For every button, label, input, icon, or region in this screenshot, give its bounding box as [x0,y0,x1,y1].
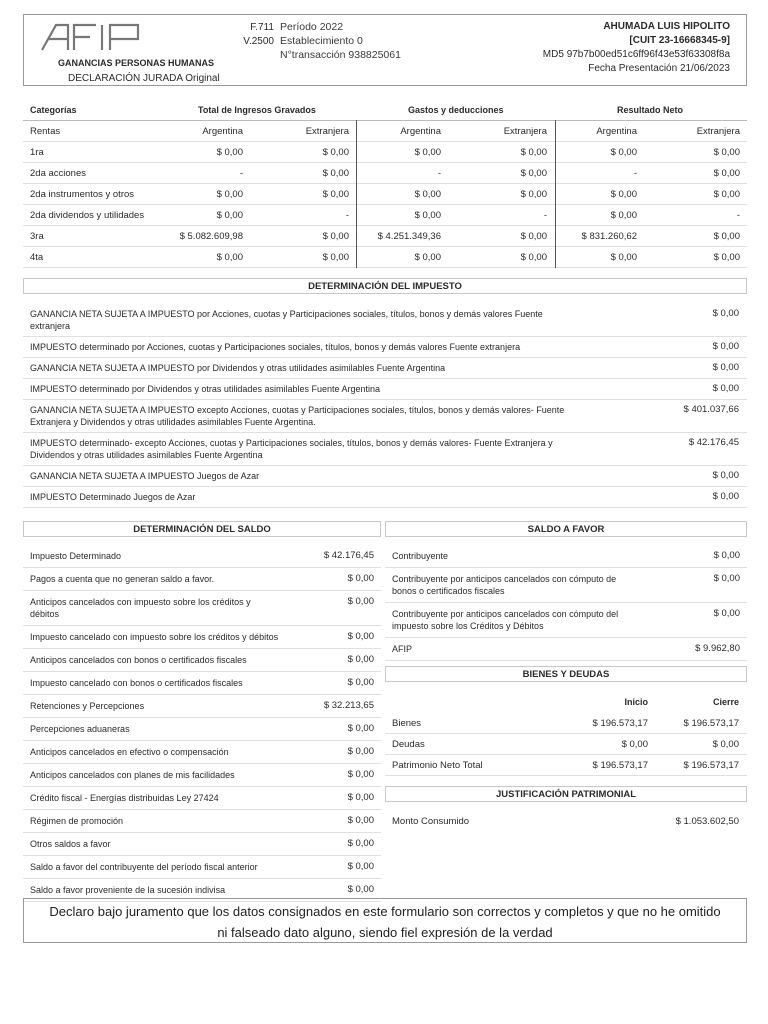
list-item [23,810,381,833]
table-header-row [23,100,747,121]
item-value: $ 0,00 [347,769,374,780]
item-value: $ 0,00 [347,654,374,665]
item-value: $ 0,00 [347,746,374,757]
column-divider [555,120,556,268]
col-gastos: Gastos y deducciones [408,105,504,115]
item-value: $ 0,00 [347,631,374,642]
list-item [23,568,381,591]
table-row [385,713,747,734]
list-item [23,379,747,400]
monto-consumido-value: $ 1.053.602,50 [675,816,739,827]
list-item [23,787,381,810]
saldo-list [23,545,381,902]
item-value: $ 0,00 [347,838,374,849]
item-label: Pagos a cuenta que no generan saldo a favor. [30,574,215,584]
cell-ra: $ 0,00 [610,210,637,221]
list-item [23,433,747,466]
item-value: $ 0,00 [347,573,374,584]
item-value: $ 0,00 [347,884,374,895]
list-item [23,695,381,718]
cell-re: $ 0,00 [713,231,740,242]
list-item [23,672,381,695]
bienes-table [385,692,747,776]
row-label: 2da dividendos y utilidades [30,210,145,221]
row-label: 1ra [30,147,44,158]
cell-cierre: $ 196.573,17 [683,718,739,729]
declaration-line-1: Declaro bajo juramento que los datos consignados en este formulario son correctos y completos y que no he omitido [49,904,721,919]
sworn-declaration [23,898,747,943]
row-label: 3ra [30,231,44,242]
cell-ga: $ 0,00 [414,210,441,221]
list-item [23,833,381,856]
cell-ge: $ 0,00 [520,252,547,263]
declaration-type: DECLARACIÓN JURADA Original [68,73,220,84]
table-row [385,734,747,755]
col-categorias: Categorías [30,105,77,115]
taxpayer-cuit: [CUIT 23-16668345-9] [629,35,730,46]
item-label: GANANCIA NETA SUJETA A IMPUESTO excepto Acciones, cuotas y Participaciones sociales, títulos, bonos y demás valores- Fuente Extranjera y Dividendos y otras utilidades asimilables Fuente Argentina. [30,405,565,427]
cell-ge: - [543,210,547,221]
item-label: Impuesto cancelado con impuesto sobre los créditos y débitos [30,632,279,642]
establishment: Establecimiento 0 [280,35,363,47]
cell-ra: $ 831.260,62 [581,231,637,242]
item-value: $ 0,00 [347,596,374,607]
cell-ie: $ 0,00 [322,231,349,242]
cell-ge: $ 0,00 [520,231,547,242]
col-res-arg: Argentina [596,126,637,137]
col-gas-arg: Argentina [400,126,441,137]
list-item [23,304,747,337]
list-item [23,466,747,487]
section-title-justificacion: JUSTIFICACIÓN PATRIMONIAL [385,786,747,802]
list-item [23,591,381,626]
table-row [23,205,747,226]
cell-ga: $ 0,00 [414,189,441,200]
table-row [23,163,747,184]
item-label: Anticipos cancelados con impuesto sobre los créditos y débitos [30,597,251,619]
cell-ia: $ 0,00 [216,189,243,200]
item-value: $ 0,00 [347,677,374,688]
cell-ra: - [633,168,637,179]
row-label: 2da instrumentos y otros [30,189,135,200]
section-title-impuesto: DETERMINACIÓN DEL IMPUESTO [23,278,747,294]
item-value: $ 0,00 [347,815,374,826]
item-value: $ 42.176,45 [688,437,739,448]
item-label: IMPUESTO Determinado Juegos de Azar [30,492,196,502]
cell-ra: $ 0,00 [610,252,637,263]
item-value: $ 9.962,80 [695,643,740,654]
item-label: Impuesto Determinado [30,551,122,561]
item-value: $ 401.037,66 [683,404,739,415]
cell-ga: - [437,168,441,179]
cell-ia: $ 0,00 [216,147,243,158]
row-label: Bienes [392,718,422,729]
cell-re: $ 0,00 [713,252,740,263]
cell-ie: $ 0,00 [322,168,349,179]
item-value: $ 0,00 [712,362,739,373]
item-label: AFIP [392,644,413,654]
md5-hash: MD5 97b7b00ed51c6ff96f43e53f63308f8a [542,49,730,60]
item-label: IMPUESTO determinado por Dividendos y otras utilidades asimilables Fuente Argentina [30,384,381,394]
item-label: Anticipos cancelados en efectivo o compensación [30,747,229,757]
item-value: $ 0,00 [712,470,739,481]
item-value: $ 0,00 [347,792,374,803]
list-item [385,545,747,568]
cell-ge: $ 0,00 [520,168,547,179]
list-item [385,603,747,638]
bienes-header-row [385,692,747,713]
item-label: GANANCIA NETA SUJETA A IMPUESTO por Dividendos y otras utilidades asimilables Fuente Argentina [30,363,446,373]
list-item [385,568,747,603]
cell-ia: $ 0,00 [216,210,243,221]
item-label: GANANCIA NETA SUJETA A IMPUESTO por Acciones, cuotas y Participaciones sociales, títulos, bonos y demás valores Fuente extranjera [30,309,543,331]
cell-ge: $ 0,00 [520,147,547,158]
cell-ie: $ 0,00 [322,147,349,158]
item-value: $ 0,00 [712,383,739,394]
cell-ie: $ 0,00 [322,252,349,263]
form-header [23,14,747,86]
list-item [23,718,381,741]
cell-ie: - [345,210,349,221]
section-title-bienes: BIENES Y DEUDAS [385,666,747,682]
item-value: $ 0,00 [712,308,739,319]
item-label: Régimen de promoción [30,816,124,826]
form-name: GANANCIAS PERSONAS HUMANAS [58,58,215,68]
item-value: $ 0,00 [347,723,374,734]
monto-consumido-label: Monto Consumido [392,816,470,827]
impuesto-list [23,304,747,508]
item-value: $ 0,00 [712,491,739,502]
list-item [23,856,381,879]
row-label: 4ta [30,252,44,263]
col-cierre: Cierre [712,697,739,707]
cell-ie: $ 0,00 [322,189,349,200]
item-label: Impuesto cancelado con bonos o certificados fiscales [30,678,243,688]
cell-cierre: $ 0,00 [712,739,739,750]
table-row [23,247,747,268]
cell-inicio: $ 196.573,17 [592,718,648,729]
cell-ia: $ 5.082.609,98 [179,231,243,242]
item-label: Anticipos cancelados con bonos o certificados fiscales [30,655,247,665]
list-item [23,764,381,787]
list-item [23,649,381,672]
row-label: 2da acciones [30,168,86,179]
form-code: F.711 [250,22,274,33]
item-label: Saldo a favor del contribuyente del período fiscal anterior [30,862,258,872]
cell-re: $ 0,00 [713,189,740,200]
form-version: V.2500 [243,36,274,47]
cell-ra: $ 0,00 [610,189,637,200]
col-resultado: Resultado Neto [617,105,684,115]
item-label: IMPUESTO determinado por Acciones, cuotas y Participaciones sociales, títulos, bonos y demás valores Fuente extranjera [30,342,521,352]
table-row [23,226,747,247]
col-ing-ext: Extranjera [305,126,349,137]
declaration-line-2: ni falseado dato alguno, siendo fiel expresión de la verdad [217,925,553,940]
item-value: $ 32.213,65 [323,700,374,711]
section-title-saldo-favor: SALDO A FAVOR [385,521,747,537]
cell-cierre: $ 196.573,17 [683,760,739,771]
cell-inicio: $ 0,00 [621,739,648,750]
period: Período 2022 [280,21,344,33]
item-value: $ 0,00 [713,573,740,584]
table-row [23,142,747,163]
col-res-ext: Extranjera [696,126,740,137]
transaction-number: N°transacción 938825061 [280,49,401,61]
cell-re: - [736,210,740,221]
item-value: $ 0,00 [713,550,740,561]
item-label: Saldo a favor proveniente de la sucesión indivisa [30,885,226,895]
cell-ga: $ 0,00 [414,252,441,263]
list-item [23,545,381,568]
list-item [23,626,381,649]
section-title-saldo: DETERMINACIÓN DEL SALDO [23,521,381,537]
list-item [23,400,747,433]
item-label: GANANCIA NETA SUJETA A IMPUESTO Juegos de Azar [30,471,260,481]
presentation-date: Fecha Presentación 21/06/2023 [588,63,730,74]
cell-ia: $ 0,00 [216,252,243,263]
cell-ia: - [239,168,243,179]
table-row [23,184,747,205]
col-gas-ext: Extranjera [503,126,547,137]
item-value: $ 0,00 [713,608,740,619]
justificacion-block [385,811,747,832]
row-label: Patrimonio Neto Total [392,760,483,771]
rentas-table [23,100,747,268]
list-item [385,638,747,661]
table-subheader-row [23,121,747,142]
afip-logo [40,21,146,53]
taxpayer-name: AHUMADA LUIS HIPOLITO [603,21,730,32]
column-divider [356,120,357,268]
item-label: Otros saldos a favor [30,839,111,849]
item-label: Percepciones aduaneras [30,724,130,734]
taxpayer-block [543,20,730,76]
cell-ra: $ 0,00 [610,147,637,158]
cell-ge: $ 0,00 [520,189,547,200]
item-label: Contribuyente [392,551,449,561]
row-label: Deudas [392,739,425,750]
col-rentas: Rentas [30,126,61,137]
col-ing-arg: Argentina [202,126,243,137]
item-value: $ 42.176,45 [323,550,374,561]
item-label: Anticipos cancelados con planes de mis facilidades [30,770,235,780]
period-block [280,20,401,62]
item-label: Retenciones y Percepciones [30,701,145,711]
saldo-favor-list [385,545,747,661]
cell-re: $ 0,00 [713,168,740,179]
cell-inicio: $ 196.573,17 [592,760,648,771]
item-value: $ 0,00 [347,861,374,872]
cell-ga: $ 0,00 [414,147,441,158]
table-row [385,755,747,776]
col-ingresos: Total de Ingresos Gravados [198,105,316,115]
item-value: $ 0,00 [712,341,739,352]
list-item [385,811,747,832]
cell-ga: $ 4.251.349,36 [377,231,441,242]
item-label: Contribuyente por anticipos cancelados con cómputo de bonos o certificados fiscales [392,574,617,596]
item-label: IMPUESTO determinado- excepto Acciones, cuotas y Participaciones sociales, títulos, bonos y demás valores- Fuente Extranjera y Dividendos y otras utilidades asimilables Fuente Argentina [30,438,553,460]
item-label: Crédito fiscal - Energías distribuidas Ley 27424 [30,793,219,803]
cell-re: $ 0,00 [713,147,740,158]
list-item [23,487,747,508]
list-item [23,741,381,764]
list-item [23,337,747,358]
item-label: Contribuyente por anticipos cancelados con cómputo del impuesto sobre los Créditos y Débitos [392,609,619,631]
list-item [23,358,747,379]
col-inicio: Inicio [624,697,648,707]
